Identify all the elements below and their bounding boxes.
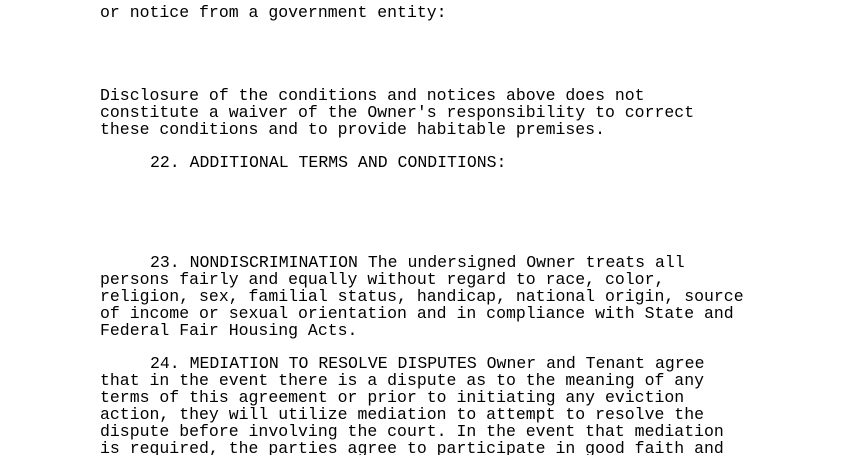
text-line-mediation-6: is required, the parties agree to participate in good faith and (100, 439, 724, 455)
text-line-government-notice: or notice from a government entity: (100, 3, 447, 22)
text-line-nondiscrimination-5: Federal Fair Housing Acts. (100, 321, 358, 340)
text-line-mediation-3: terms of this agreement or prior to initiating any eviction (100, 388, 685, 407)
text-line-disclosure-1: Disclosure of the conditions and notices above does not (100, 86, 645, 105)
text-line-nondiscrimination-2: persons fairly and equally without regard to race, color, (100, 270, 665, 289)
section-heading-additional-terms: 22. ADDITIONAL TERMS AND CONDITIONS: (150, 153, 507, 172)
text-line-nondiscrimination-3: religion, sex, familial status, handicap, national origin, source (100, 287, 744, 306)
text-line-mediation-4: action, they will utilize mediation to attempt to resolve the (100, 405, 704, 424)
text-line-mediation-5: dispute before involving the court. In the event that mediation (100, 422, 724, 441)
text-line-nondiscrimination-4: of income or sexual orientation and in compliance with State and (100, 304, 734, 323)
text-line-mediation-2: that in the event there is a dispute as to the meaning of any (100, 371, 704, 390)
text-line-nondiscrimination-1: 23. NONDISCRIMINATION The undersigned Owner treats all (150, 253, 685, 272)
text-line-disclosure-2: constitute a waiver of the Owner's responsibility to correct (100, 103, 695, 122)
text-line-disclosure-3: these conditions and to provide habitable premises. (100, 120, 605, 139)
text-line-mediation-1: 24. MEDIATION TO RESOLVE DISPUTES Owner and Tenant agree (150, 354, 705, 373)
